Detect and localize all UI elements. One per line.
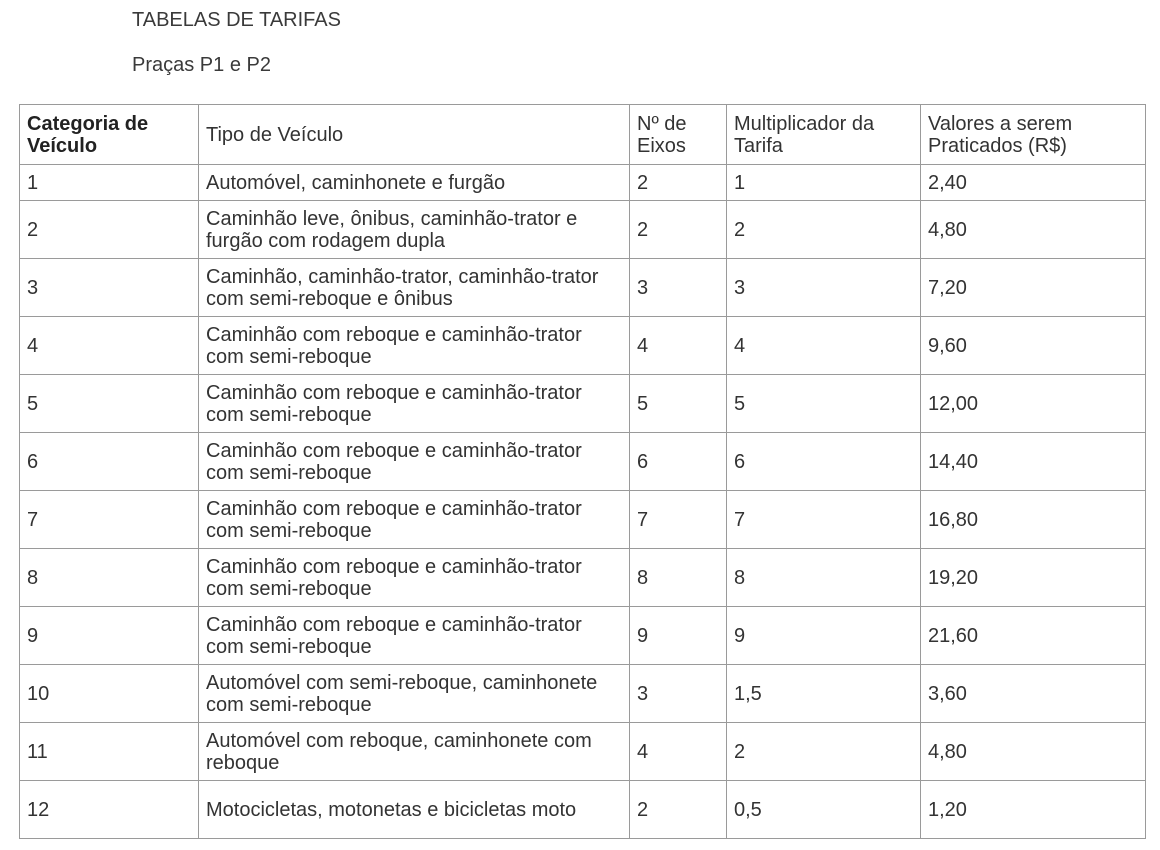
cell-axles: 3 — [630, 259, 727, 317]
cell-axles: 2 — [630, 201, 727, 259]
cell-multiplier: 5 — [727, 375, 921, 433]
table-row — [20, 491, 1146, 549]
cell-axles: 3 — [630, 665, 727, 723]
table-row — [20, 433, 1146, 491]
cell-category: 12 — [20, 781, 199, 839]
header-multiplier: Multiplicador da Tarifa — [727, 105, 921, 165]
cell-axles: 2 — [630, 165, 727, 201]
table-row — [20, 607, 1146, 665]
cell-value: 16,80 — [921, 491, 1146, 549]
header-axles: Nº de Eixos — [630, 105, 727, 165]
cell-category: 9 — [20, 607, 199, 665]
table-row — [20, 781, 1146, 839]
cell-multiplier: 4 — [727, 317, 921, 375]
tariff-table — [19, 104, 1146, 839]
cell-axles: 4 — [630, 723, 727, 781]
cell-category: 7 — [20, 491, 199, 549]
cell-multiplier: 0,5 — [727, 781, 921, 839]
cell-value: 14,40 — [921, 433, 1146, 491]
cell-multiplier: 2 — [727, 201, 921, 259]
cell-category: 2 — [20, 201, 199, 259]
cell-vehicle-type: Caminhão com reboque e caminhão-trator com semi-reboque — [199, 317, 630, 375]
page-subtitle: Praças P1 e P2 — [132, 54, 271, 76]
cell-vehicle-type: Automóvel com reboque, caminhonete com reboque — [199, 723, 630, 781]
cell-value: 9,60 — [921, 317, 1146, 375]
cell-multiplier: 8 — [727, 549, 921, 607]
cell-multiplier: 1,5 — [727, 665, 921, 723]
cell-axles: 8 — [630, 549, 727, 607]
cell-value: 4,80 — [921, 723, 1146, 781]
cell-axles: 5 — [630, 375, 727, 433]
cell-multiplier: 7 — [727, 491, 921, 549]
cell-multiplier: 1 — [727, 165, 921, 201]
cell-category: 4 — [20, 317, 199, 375]
cell-axles: 2 — [630, 781, 727, 839]
cell-axles: 6 — [630, 433, 727, 491]
cell-vehicle-type: Motocicletas, motonetas e bicicletas moto — [199, 781, 630, 839]
cell-multiplier: 9 — [727, 607, 921, 665]
cell-value: 1,20 — [921, 781, 1146, 839]
cell-value: 7,20 — [921, 259, 1146, 317]
header-vehicle-type: Tipo de Veículo — [199, 105, 630, 165]
cell-vehicle-type: Caminhão com reboque e caminhão-trator com semi-reboque — [199, 433, 630, 491]
cell-category: 6 — [20, 433, 199, 491]
table-row — [20, 201, 1146, 259]
cell-multiplier: 6 — [727, 433, 921, 491]
cell-multiplier: 2 — [727, 723, 921, 781]
cell-vehicle-type: Caminhão com reboque e caminhão-trator com semi-reboque — [199, 491, 630, 549]
cell-category: 10 — [20, 665, 199, 723]
cell-value: 2,40 — [921, 165, 1146, 201]
cell-vehicle-type: Caminhão, caminhão-trator, caminhão-trator com semi-reboque e ônibus — [199, 259, 630, 317]
cell-category: 11 — [20, 723, 199, 781]
table-row — [20, 723, 1146, 781]
table-row — [20, 549, 1146, 607]
cell-vehicle-type: Caminhão com reboque e caminhão-trator com semi-reboque — [199, 607, 630, 665]
cell-category: 1 — [20, 165, 199, 201]
table-row — [20, 259, 1146, 317]
cell-vehicle-type: Caminhão leve, ônibus, caminhão-trator e furgão com rodagem dupla — [199, 201, 630, 259]
page-title: TABELAS DE TARIFAS — [132, 9, 341, 31]
cell-axles: 9 — [630, 607, 727, 665]
cell-category: 3 — [20, 259, 199, 317]
cell-vehicle-type: Automóvel com semi-reboque, caminhonete com semi-reboque — [199, 665, 630, 723]
table-row — [20, 375, 1146, 433]
cell-vehicle-type: Caminhão com reboque e caminhão-trator com semi-reboque — [199, 375, 630, 433]
header-values: Valores a serem Praticados (R$) — [921, 105, 1146, 165]
cell-axles: 4 — [630, 317, 727, 375]
cell-value: 19,20 — [921, 549, 1146, 607]
table-header-row — [20, 105, 1146, 165]
header-category: Categoria de Veículo — [20, 105, 199, 165]
cell-vehicle-type: Automóvel, caminhonete e furgão — [199, 165, 630, 201]
cell-value: 3,60 — [921, 665, 1146, 723]
cell-value: 12,00 — [921, 375, 1146, 433]
cell-multiplier: 3 — [727, 259, 921, 317]
cell-vehicle-type: Caminhão com reboque e caminhão-trator com semi-reboque — [199, 549, 630, 607]
table-row — [20, 165, 1146, 201]
cell-axles: 7 — [630, 491, 727, 549]
cell-value: 4,80 — [921, 201, 1146, 259]
table-row — [20, 317, 1146, 375]
cell-value: 21,60 — [921, 607, 1146, 665]
cell-category: 5 — [20, 375, 199, 433]
cell-category: 8 — [20, 549, 199, 607]
table-row — [20, 665, 1146, 723]
